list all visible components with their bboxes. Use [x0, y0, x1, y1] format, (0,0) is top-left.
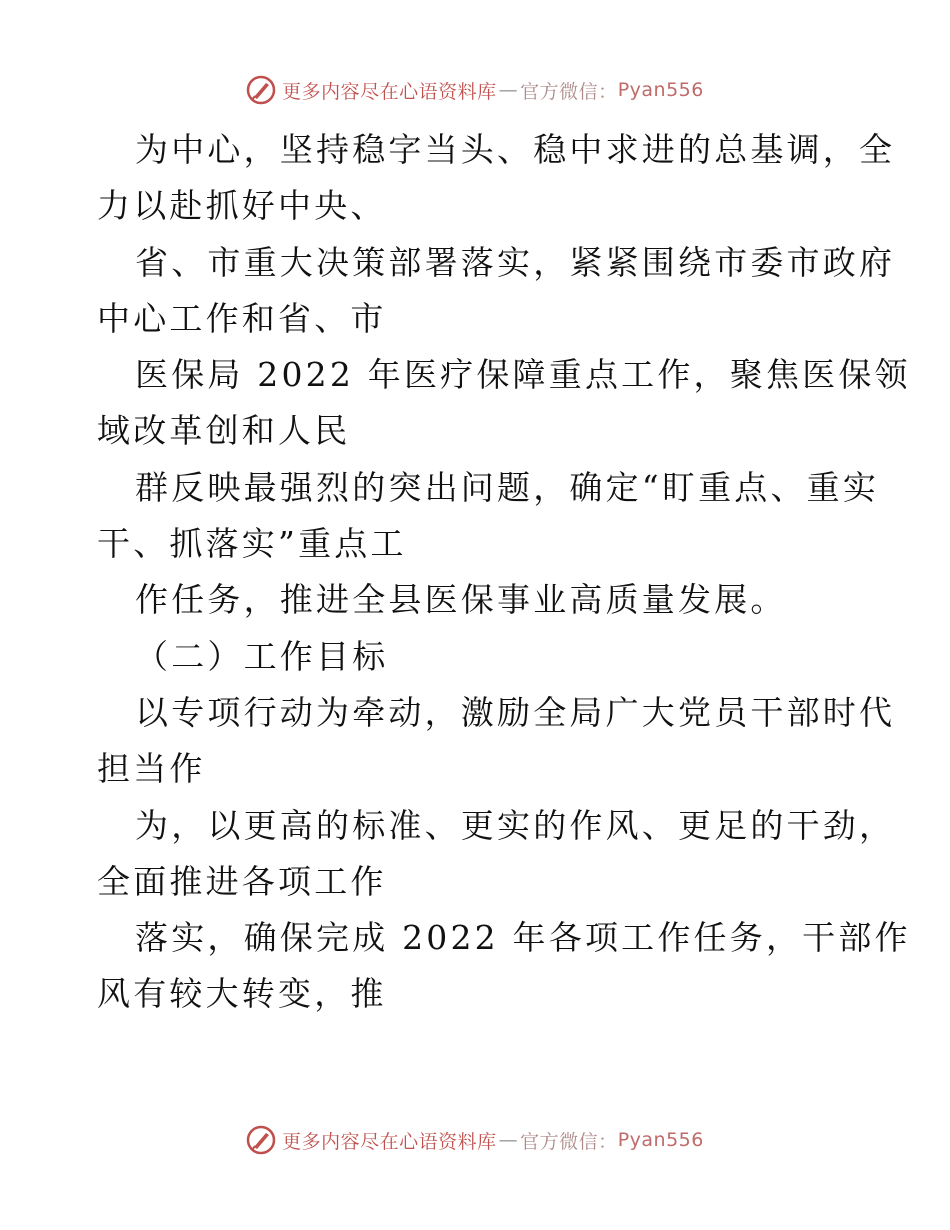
- body-line: 群反映最强烈的突出问题，确定“盯重点、重实: [135, 467, 880, 507]
- body-line: 落实，确保完成 2022 年各项工作任务，干部作: [135, 918, 911, 958]
- body-line: 力以赴抓好中央、: [97, 186, 387, 226]
- body-line: 全面推进各项工作: [97, 861, 387, 901]
- body-line: 医保局 2022 年医疗保障重点工作，聚焦医保领: [135, 355, 911, 395]
- watermark-separator: —: [498, 1129, 519, 1151]
- watermark-brand: 更多内容尽在心语资料库: [282, 1130, 497, 1153]
- watermark-brand: 更多内容尽在心语资料库: [282, 80, 497, 103]
- watermark-label: 官方微信：: [520, 80, 618, 103]
- body-line: 干、抓落实”重点工: [97, 524, 407, 564]
- feather-pen-logo-icon: [246, 1125, 276, 1155]
- body-line: 担当作: [97, 749, 206, 789]
- body-line: 风有较大转变，推: [97, 974, 387, 1014]
- header-watermark: [0, 70, 950, 110]
- watermark-label: 官方微信：: [520, 1130, 618, 1153]
- body-line: 为中心，坚持稳字当头、稳中求进的总基调，全: [135, 130, 896, 169]
- body-line: 为，以更高的标准、更实的作风、更足的干劲，: [135, 805, 896, 845]
- watermark-separator: —: [498, 79, 519, 101]
- section-heading: （二）工作目标: [135, 636, 389, 676]
- watermark-id: Pyan556: [617, 1129, 704, 1151]
- feather-pen-logo-icon: [246, 75, 276, 105]
- body-line: 省、市重大决策部署落实，紧紧围绕市委市政府: [135, 242, 896, 282]
- body-line: 域改革创和人民: [97, 411, 351, 451]
- footer-watermark: [0, 1120, 950, 1160]
- watermark-id: Pyan556: [617, 79, 704, 101]
- body-line: 作任务，推进全县医保事业高质量发展。: [135, 580, 787, 620]
- body-line: 以专项行动为牵动，激励全局广大党员干部时代: [135, 692, 896, 732]
- body-line: 中心工作和省、市: [97, 298, 387, 338]
- document-body: [97, 122, 911, 1023]
